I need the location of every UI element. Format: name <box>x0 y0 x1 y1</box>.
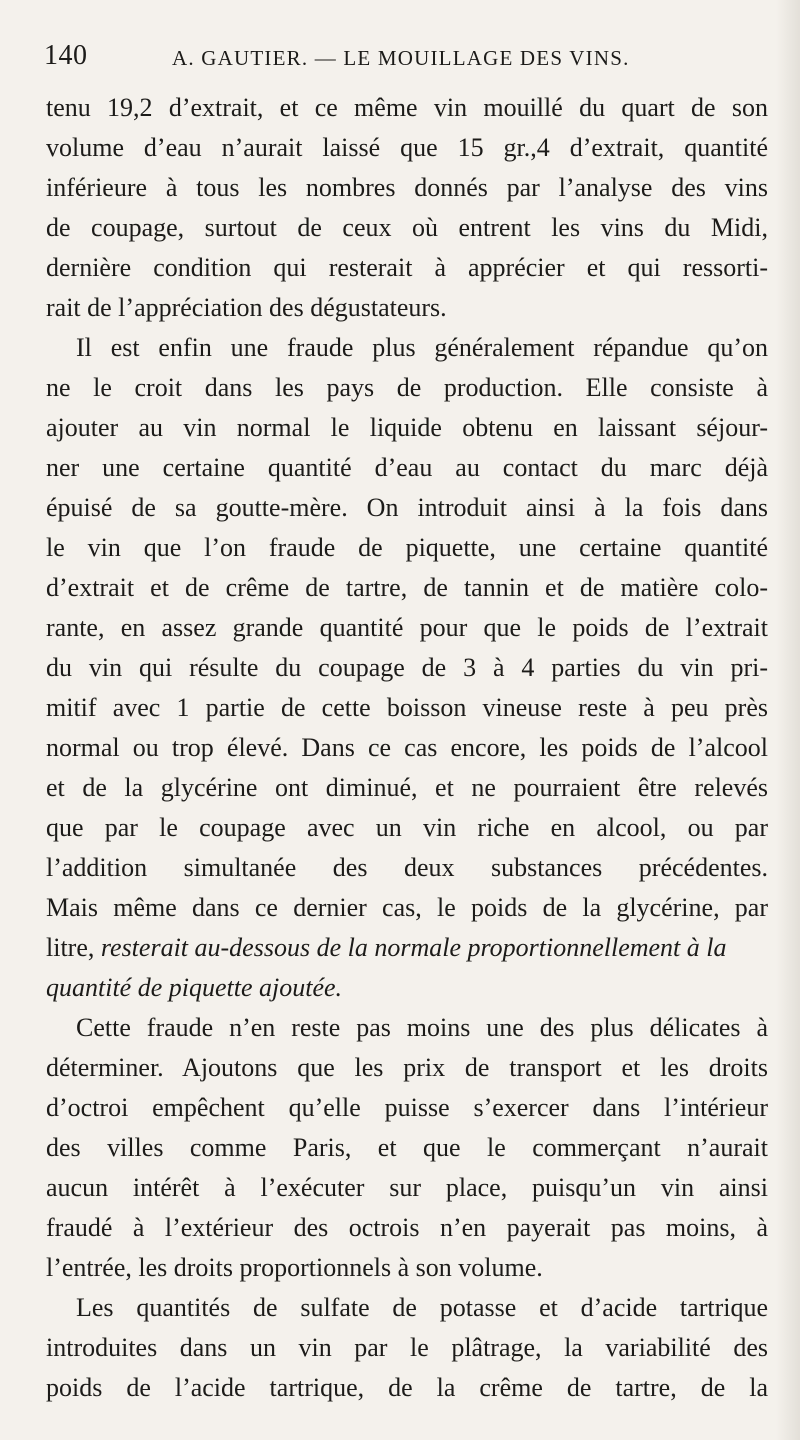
text-line: mitif avec 1 partie de cette boisson vineuse reste à peu près <box>46 693 768 722</box>
paragraph-start-line: Les quantités de sulfate de potasse et d’acide tartrique <box>76 1293 768 1322</box>
text-line: inférieure à tous les nombres donnés par l’analyse des vins <box>46 173 768 202</box>
text-line: le vin que l’on fraude de piquette, une certaine quantité <box>46 533 768 562</box>
text-line: volume d’eau n’aurait laissé que 15 gr.,4 d’extrait, quantité <box>46 133 768 162</box>
text-line: rante, en assez grande quantité pour que le poids de l’extrait <box>46 613 768 642</box>
text-line: l’addition simultanée des deux substances précédentes. <box>46 853 768 882</box>
text-segment: litre, <box>46 933 95 962</box>
paragraph-start-line: Cette fraude n’en reste pas moins une des plus délicates à <box>76 1013 768 1042</box>
italic-text-line: quantité de piquette ajoutée. <box>46 973 343 1002</box>
text-line: normal ou trop élevé. Dans ce cas encore, les poids de l’alcool <box>46 733 768 762</box>
running-head: A. GAUTIER. — LE MOUILLAGE DES VINS. <box>172 46 630 70</box>
text-line: fraudé à l’extérieur des octrois n’en payerait pas moins, à <box>46 1213 768 1242</box>
text-line: des villes comme Paris, et que le commerçant n’aurait <box>46 1133 768 1162</box>
page-edge-shadow <box>776 0 800 1440</box>
text-line: déterminer. Ajoutons que les prix de transport et les droits <box>46 1053 768 1082</box>
text-line: Mais même dans ce dernier cas, le poids de la glycérine, par <box>46 893 768 922</box>
text-line: que par le coupage avec un vin riche en alcool, ou par <box>46 813 768 842</box>
text-line: introduites dans un vin par le plâtrage, la variabilité des <box>46 1333 768 1362</box>
page-header <box>44 40 764 74</box>
text-line: ne le croit dans les pays de production. Elle consiste à <box>46 373 768 402</box>
text-line: épuisé de sa goutte-mère. On introduit ainsi à la fois dans <box>46 493 768 522</box>
text-line: tenu 19,2 d’extrait, et ce même vin mouillé du quart de son <box>46 93 768 122</box>
text-line: ner une certaine quantité d’eau au contact du marc déjà <box>46 453 768 482</box>
text-line: du vin qui résulte du coupage de 3 à 4 parties du vin pri- <box>46 653 768 682</box>
page-number: 140 <box>44 40 88 71</box>
text-line: d’octroi empêchent qu’elle puisse s’exercer dans l’intérieur <box>46 1093 768 1122</box>
italic-text-segment: resterait au-dessous de la normale proportionnellement à la <box>100 933 727 962</box>
text-line: de coupage, surtout de ceux où entrent les vins du Midi, <box>46 213 768 242</box>
text-line: aucun intérêt à l’exécuter sur place, puisqu’un vin ainsi <box>46 1173 768 1202</box>
text-line: rait de l’appréciation des dégustateurs. <box>46 293 447 322</box>
text-line-mixed <box>46 928 768 968</box>
text-line: l’entrée, les droits proportionnels à son volume. <box>46 1253 543 1282</box>
paragraph-start-line: Il est enfin une fraude plus généralement répandue qu’on <box>76 333 768 362</box>
text-line: ajouter au vin normal le liquide obtenu en laissant séjour- <box>46 413 768 442</box>
text-line: et de la glycérine ont diminué, et ne pourraient être relevés <box>46 773 768 802</box>
text-line: poids de l’acide tartrique, de la crême de tartre, de la <box>46 1373 768 1402</box>
text-line: d’extrait et de crême de tartre, de tannin et de matière colo- <box>46 573 768 602</box>
text-line: dernière condition qui resterait à apprécier et qui ressorti- <box>46 253 768 282</box>
